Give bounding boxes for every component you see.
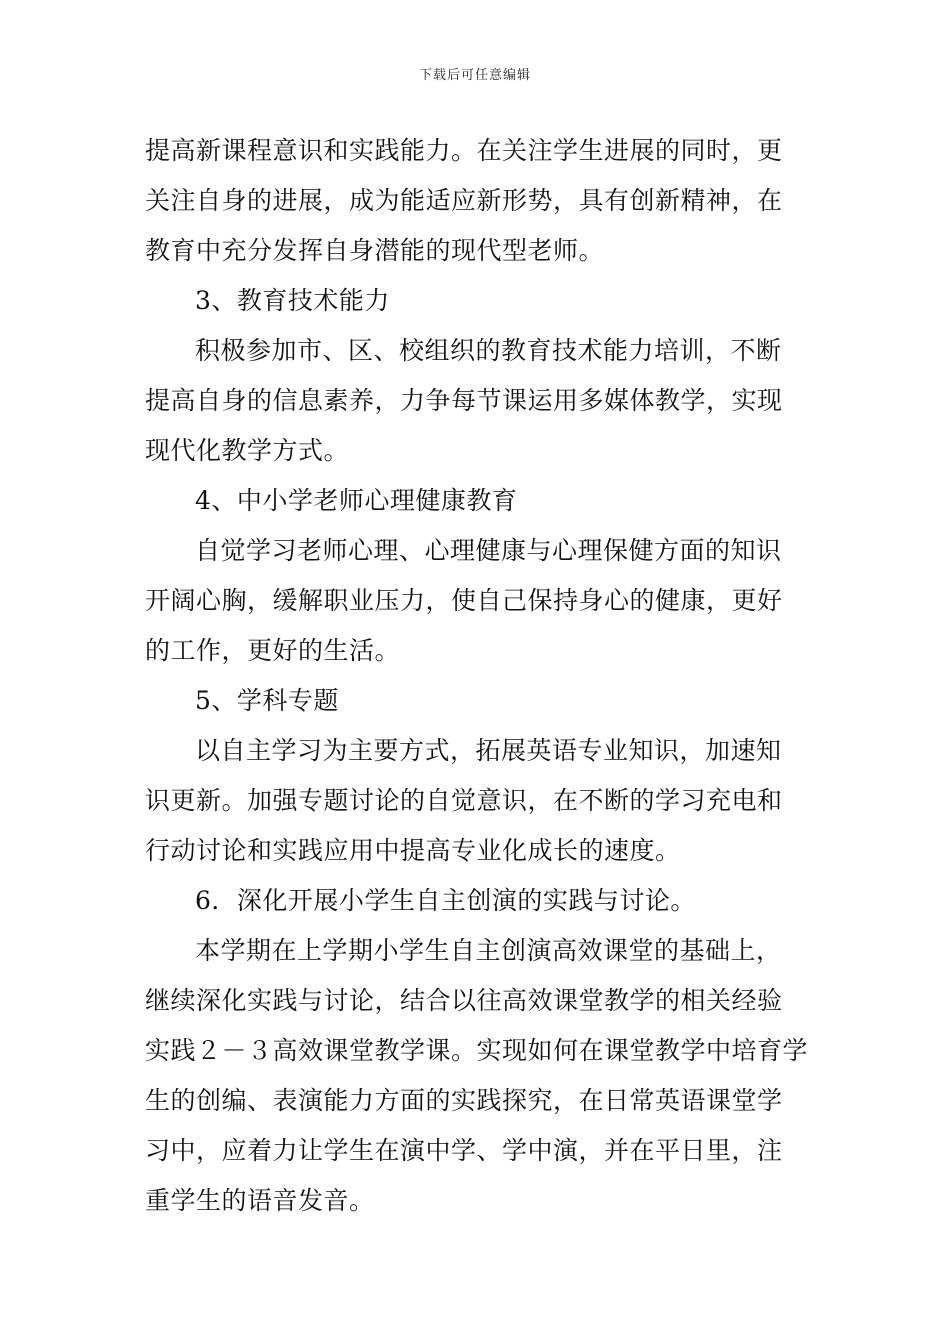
text-line: 关注自身的进展，成为能适应新形势，具有创新精神，在	[145, 186, 783, 215]
text-line: 行动讨论和实践应用中提高专业化成长的速度。	[145, 836, 681, 865]
page-header: 下载后可任意编辑	[418, 68, 531, 83]
text-line: 积极参加市、区、校组织的教育技术能力培训，不断	[195, 336, 782, 365]
text-line: 教育中充分发挥自身潜能的现代型老师。	[145, 236, 605, 265]
section-heading: 4、中小学老师心理健康教育	[195, 486, 518, 515]
text-line: 习中，应着力让学生在演中学、学中演，并在平日里，注	[145, 1136, 783, 1165]
text-line: 生的创编、表演能力方面的实践探究，在日常英语课堂学	[145, 1086, 783, 1115]
text-line: 现代化教学方式。	[145, 436, 350, 465]
text-line: 重学生的语音发音。	[145, 1186, 375, 1215]
section-heading: 3、教育技术能力	[195, 286, 390, 315]
text-line: 本学期在上学期小学生自主创演高效课堂的基础上，	[195, 936, 782, 965]
text-line: 实践２－３高效课堂教学课。实现如何在课堂教学中培育学	[145, 1036, 809, 1065]
text-line: 提高新课程意识和实践能力。在关注学生进展的同时，更	[145, 136, 783, 165]
text-line: 提高自身的信息素养，力争每节课运用多媒体教学，实现	[145, 386, 783, 415]
text-line: 自觉学习老师心理、心理健康与心理保健方面的知识	[195, 536, 782, 565]
text-line: 的工作，更好的生活。	[145, 636, 401, 665]
section-heading: 5、学科专题	[195, 686, 339, 715]
text-line: 继续深化实践与讨论，结合以往高效课堂教学的相关经验	[145, 986, 783, 1015]
text-line: 以自主学习为主要方式，拓展英语专业知识，加速知	[195, 736, 782, 765]
text-line: 识更新。加强专题讨论的自觉意识，在不断的学习充电和	[145, 786, 783, 815]
document-body	[145, 126, 815, 1226]
text-line: 开阔心胸，缓解职业压力，使自己保持身心的健康，更好	[145, 586, 783, 615]
section-heading: 6．深化开展小学生自主创演的实践与讨论。	[195, 886, 696, 915]
